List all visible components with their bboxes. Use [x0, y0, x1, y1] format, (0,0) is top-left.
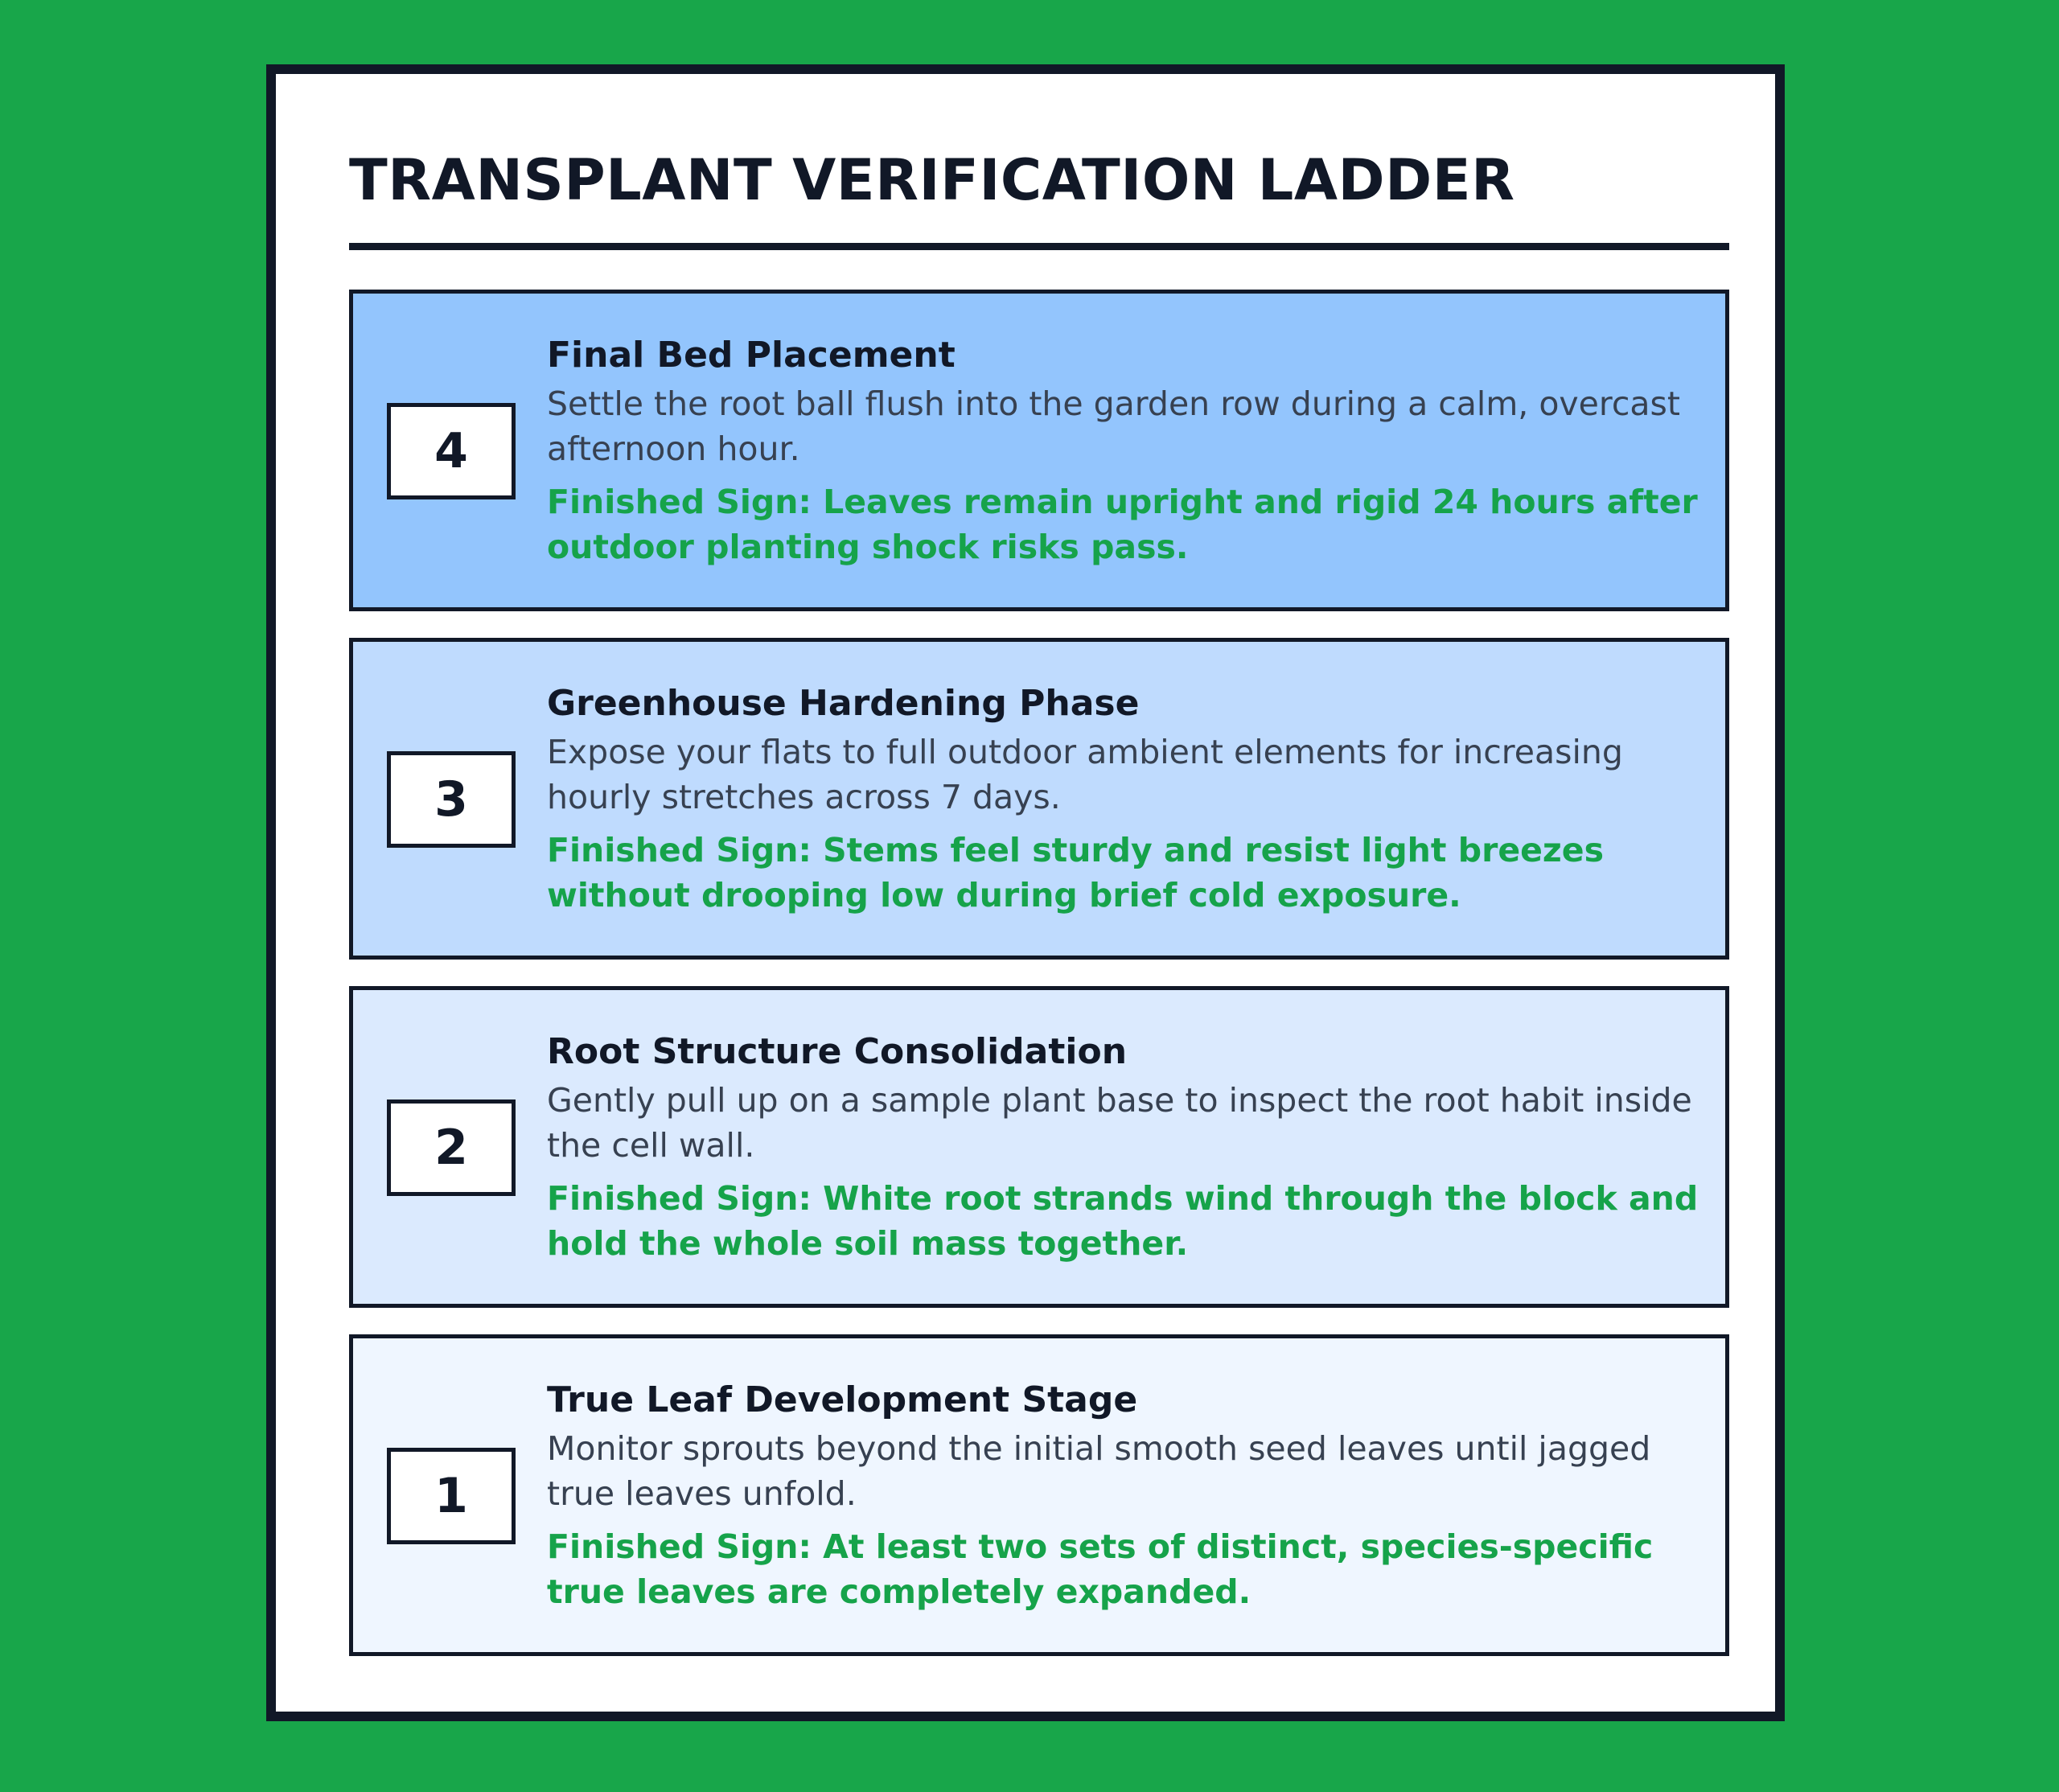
- steps-list: [349, 290, 1729, 1656]
- step-title: Final Bed Placement: [547, 335, 956, 376]
- step-4: [349, 290, 1729, 611]
- step-title: Root Structure Consolidation: [547, 1031, 1128, 1072]
- step-description: Expose your flats to full outdoor ambient elements for increasing hourly stretches across 7 days.: [547, 733, 1623, 816]
- step-title: True Leaf Development Stage: [547, 1379, 1138, 1420]
- step-number-badge: 4: [387, 403, 516, 499]
- title-divider: [349, 243, 1729, 250]
- step-content: [547, 1026, 1705, 1266]
- finished-sign: Finished Sign: Stems feel sturdy and resist light breezes without drooping low during brief cold exposure.: [547, 831, 1605, 914]
- step-number-badge: 3: [387, 751, 516, 848]
- step-description: Settle the root ball flush into the garden row during a calm, overcast afternoon hour.: [547, 384, 1680, 468]
- step-number-badge: 1: [387, 1448, 516, 1544]
- step-content: [547, 678, 1705, 918]
- step-3: [349, 638, 1729, 960]
- finished-sign: Finished Sign: Leaves remain upright and rigid 24 hours after outdoor planting shock risks pass.: [547, 483, 1698, 566]
- step-title: Greenhouse Hardening Phase: [547, 683, 1140, 724]
- finished-sign: Finished Sign: White root strands wind through the block and hold the whole soil mass together.: [547, 1179, 1699, 1263]
- step-content: [547, 1375, 1705, 1614]
- step-2: [349, 986, 1729, 1308]
- page-title: TRANSPLANT VERIFICATION LADDER: [349, 147, 1515, 213]
- finished-sign: Finished Sign: At least two sets of distinct, species-specific true leaves are completely expanded.: [547, 1527, 1654, 1611]
- step-number-badge: 2: [387, 1099, 516, 1196]
- step-content: [547, 330, 1705, 569]
- step-description: Monitor sprouts beyond the initial smooth seed leaves until jagged true leaves unfold.: [547, 1429, 1651, 1513]
- step-description: Gently pull up on a sample plant base to inspect the root habit inside the cell wall.: [547, 1081, 1692, 1165]
- step-1: [349, 1334, 1729, 1656]
- ladder-card: [266, 64, 1785, 1721]
